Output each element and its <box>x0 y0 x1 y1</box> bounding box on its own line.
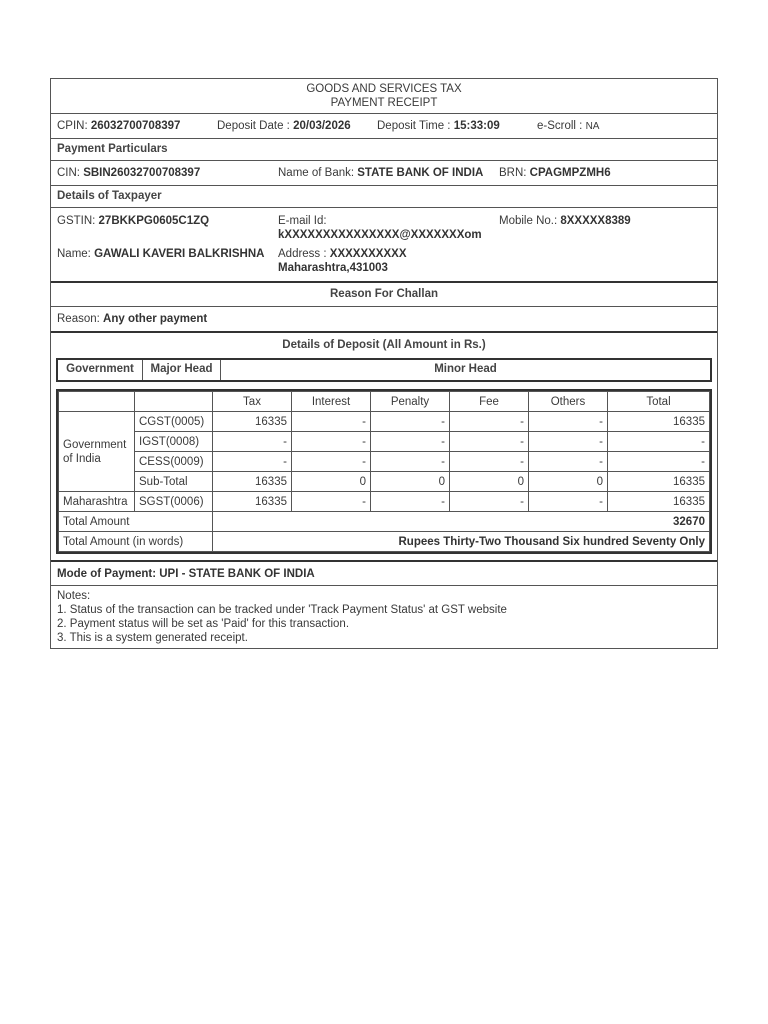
total-cell: - <box>608 432 710 452</box>
reason-row <box>51 307 717 333</box>
deposit-table-wrap <box>56 389 712 554</box>
bank-value: STATE BANK OF INDIA <box>357 167 484 179</box>
head-cell: Sub-Total <box>135 472 213 492</box>
note-item: 1. Status of the transaction can be tracked under 'Track Payment Status' at GST website <box>57 604 507 616</box>
col-tax: Tax <box>213 392 292 412</box>
total-amount-value: 32670 <box>213 512 710 532</box>
tax-cell: 16335 <box>213 412 292 432</box>
others-cell: - <box>529 432 608 452</box>
email <box>278 214 482 242</box>
reason-title: Reason For Challan <box>51 283 717 307</box>
others-cell: - <box>529 492 608 512</box>
deposit-date-label: Deposit Date : <box>217 120 294 132</box>
cpin-value: 26032700708397 <box>90 120 181 132</box>
fee-cell: 0 <box>450 472 529 492</box>
cin <box>57 167 200 179</box>
col-total: Total <box>608 392 710 412</box>
interest-cell: - <box>292 432 371 452</box>
mode-of-payment <box>51 560 717 586</box>
head-cell: CESS(0009) <box>135 452 213 472</box>
total-amount-row <box>59 512 710 532</box>
total-cell: 16335 <box>608 412 710 432</box>
gov-india-cell: Government of India <box>59 412 135 492</box>
col-fee: Fee <box>450 392 529 412</box>
blank-cell <box>59 392 135 412</box>
cin-label: CIN: <box>57 167 84 179</box>
interest-cell: 0 <box>292 472 371 492</box>
tax-cell: 16335 <box>213 472 292 492</box>
table-row <box>59 492 710 512</box>
email-label: E-mail Id: <box>278 215 327 227</box>
address-label: Address : <box>278 248 330 260</box>
header-subtitle: PAYMENT RECEIPT <box>330 97 438 109</box>
bank-label: Name of Bank: <box>278 167 358 179</box>
cin-row <box>51 161 717 186</box>
address-value: XXXXXXXXXX <box>329 248 407 260</box>
mobile-label: Mobile No.: <box>499 215 561 227</box>
total-cell: 16335 <box>608 492 710 512</box>
col-others: Others <box>529 392 608 412</box>
interest-cell: - <box>292 412 371 432</box>
name-label: Name: <box>57 248 95 260</box>
address-line2: Maharashtra,431003 <box>278 262 388 274</box>
email-value: kXXXXXXXXXXXXXXX@XXXXXXXom <box>278 229 482 241</box>
tax-cell: 16335 <box>213 492 292 512</box>
table-row <box>59 452 710 472</box>
address <box>278 247 407 275</box>
tax-cell: - <box>213 452 292 472</box>
total-words-row <box>59 532 710 552</box>
total-cell: - <box>608 452 710 472</box>
mobile <box>499 214 631 228</box>
fee-cell: - <box>450 452 529 472</box>
table-row <box>59 472 710 492</box>
interest-cell: - <box>292 452 371 472</box>
brn-value: CPAGMPZMH6 <box>529 167 611 179</box>
penalty-cell: 0 <box>371 472 450 492</box>
gstin <box>57 214 209 228</box>
deposit-date <box>217 120 351 132</box>
deposit-title: Details of Deposit (All Amount in Rs.) <box>282 339 486 351</box>
penalty-cell: - <box>371 492 450 512</box>
deposit-table <box>58 391 710 552</box>
brn <box>499 167 611 179</box>
table-row <box>59 412 710 432</box>
mobile-value: 8XXXXX8389 <box>560 215 631 227</box>
cpin-label: CPIN: <box>57 120 91 132</box>
receipt-header <box>51 79 717 114</box>
escroll-value: NA <box>585 121 600 132</box>
notes <box>51 586 717 648</box>
head-cell: CGST(0005) <box>135 412 213 432</box>
bank-name <box>278 167 483 179</box>
total-amount-label: Total Amount <box>59 512 213 532</box>
cin-value: SBIN26032700708397 <box>83 167 201 179</box>
taxpayer-name <box>57 247 264 261</box>
head-header-row <box>56 358 712 382</box>
gstin-value: 27BKKPG0605C1ZQ <box>98 215 210 227</box>
deposit-time-value: 15:33:09 <box>453 120 500 132</box>
escroll <box>537 120 599 132</box>
head-cell: IGST(0008) <box>135 432 213 452</box>
fee-cell: - <box>450 412 529 432</box>
payment-receipt <box>50 78 718 649</box>
notes-title: Notes: <box>57 590 91 602</box>
taxpayer-details <box>51 208 717 283</box>
total-words-value: Rupees Thirty-Two Thousand Six hundred Seventy Only <box>213 532 710 552</box>
gstin-label: GSTIN: <box>57 215 99 227</box>
table-row <box>59 432 710 452</box>
note-item: 3. This is a system generated receipt. <box>57 632 248 644</box>
deposit-time-label: Deposit Time : <box>377 120 454 132</box>
name-value: GAWALI KAVERI BALKRISHNA <box>94 248 265 260</box>
penalty-cell: - <box>371 432 450 452</box>
escroll-label: e-Scroll : <box>537 120 586 132</box>
col-interest: Interest <box>292 392 371 412</box>
note-item: 2. Payment status will be set as 'Paid' for this transaction. <box>57 618 350 630</box>
fee-cell: - <box>450 432 529 452</box>
others-cell: - <box>529 452 608 472</box>
taxpayer-title: Details of Taxpayer <box>51 186 717 208</box>
minor-head-header: Minor Head <box>434 363 497 375</box>
government-header: Government <box>58 360 143 380</box>
header-title: GOODS AND SERVICES TAX <box>306 83 462 95</box>
brn-label: BRN: <box>499 167 530 179</box>
col-penalty: Penalty <box>371 392 450 412</box>
state-cell: Maharashtra <box>59 492 135 512</box>
mode-label: Mode of Payment: <box>57 568 160 580</box>
cpin-row <box>51 114 717 139</box>
payment-particulars-title: Payment Particulars <box>51 139 717 161</box>
cpin <box>57 120 180 132</box>
head-cell: SGST(0006) <box>135 492 213 512</box>
others-cell: - <box>529 412 608 432</box>
reason-label: Reason: <box>57 313 104 325</box>
interest-cell: - <box>292 492 371 512</box>
deposit-time <box>377 120 500 132</box>
major-head-header: Major Head <box>143 360 221 380</box>
fee-cell: - <box>450 492 529 512</box>
mode-value: UPI - STATE BANK OF INDIA <box>159 568 315 580</box>
penalty-cell: - <box>371 412 450 432</box>
tax-cell: - <box>213 432 292 452</box>
column-header-row <box>59 392 710 412</box>
total-words-label: Total Amount (in words) <box>59 532 213 552</box>
blank-cell <box>135 392 213 412</box>
total-cell: 16335 <box>608 472 710 492</box>
penalty-cell: - <box>371 452 450 472</box>
reason-value: Any other payment <box>103 313 208 325</box>
deposit-date-value: 20/03/2026 <box>293 120 351 132</box>
others-cell: 0 <box>529 472 608 492</box>
